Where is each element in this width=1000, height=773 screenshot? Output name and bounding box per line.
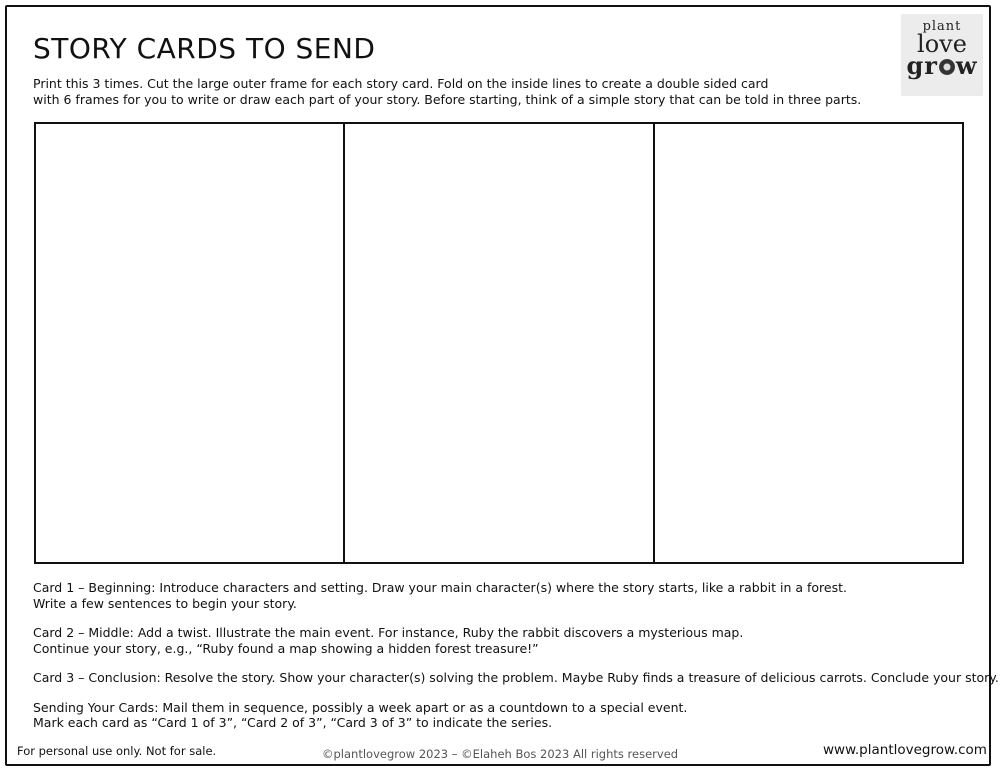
intro-line-2: with 6 frames for you to write or draw each part of your story. Before starting, think of a simple story that can be told in three parts.	[33, 92, 862, 107]
page-title: STORY CARDS TO SEND	[33, 32, 376, 65]
card-3-line-1: Card 3 – Conclusion: Resolve the story. Show your character(s) solving the problem. Maybe Ruby finds a treasure of delicious carrots. Conclude your story.	[33, 670, 999, 685]
card-2-line-2: Continue your story, e.g., “Ruby found a map showing a hidden forest treasure!”	[33, 640, 539, 656]
logo-word-grow	[901, 51, 983, 80]
card-panel-1	[36, 124, 343, 562]
logo-word-plant: plant	[922, 19, 962, 34]
logo-word-love: love	[917, 30, 967, 58]
card-2-instructions	[33, 625, 999, 656]
story-card-frame	[34, 122, 964, 564]
logo-word-grow-start: gr	[906, 51, 938, 80]
card-1-line-2: Write a few sentences to begin your story.	[33, 595, 297, 611]
plant-love-grow-logo	[901, 14, 983, 96]
footer-copyright: ©plantlovegrow 2023 – ©Elaheh Bos 2023 All rights reserved	[322, 747, 679, 761]
footer-website: www.plantlovegrow.com	[823, 742, 987, 758]
sending-instructions	[33, 700, 999, 731]
card-2-line-1: Card 2 – Middle: Add a twist. Illustrate the main event. For instance, Ruby the rabbit discovers a mysterious map.	[33, 625, 744, 640]
sending-line-1: Sending Your Cards: Mail them in sequence, possibly a week apart or as a countdown to a special event.	[33, 699, 688, 715]
logo-word-grow-end: w	[955, 51, 978, 80]
card-panel-3	[653, 124, 962, 562]
footer-personal-use: For personal use only. Not for sale.	[17, 744, 217, 758]
instructions	[33, 580, 999, 745]
sending-line-2: Mark each card as “Card 1 of 3”, “Card 2 of 3”, “Card 3 of 3” to indicate the series.	[33, 715, 553, 730]
card-3-instructions	[33, 670, 999, 686]
intro-text	[33, 76, 861, 108]
card-1-line-1: Card 1 – Beginning: Introduce characters and setting. Draw your main character(s) where the story starts, like a rabbit in a forest.	[33, 580, 847, 595]
intro-line-1: Print this 3 times. Cut the large outer frame for each story card. Fold on the inside lines to create a double sided card	[33, 76, 769, 91]
flower-icon	[938, 58, 956, 76]
card-panel-2	[343, 124, 652, 562]
card-1-instructions	[33, 580, 999, 611]
